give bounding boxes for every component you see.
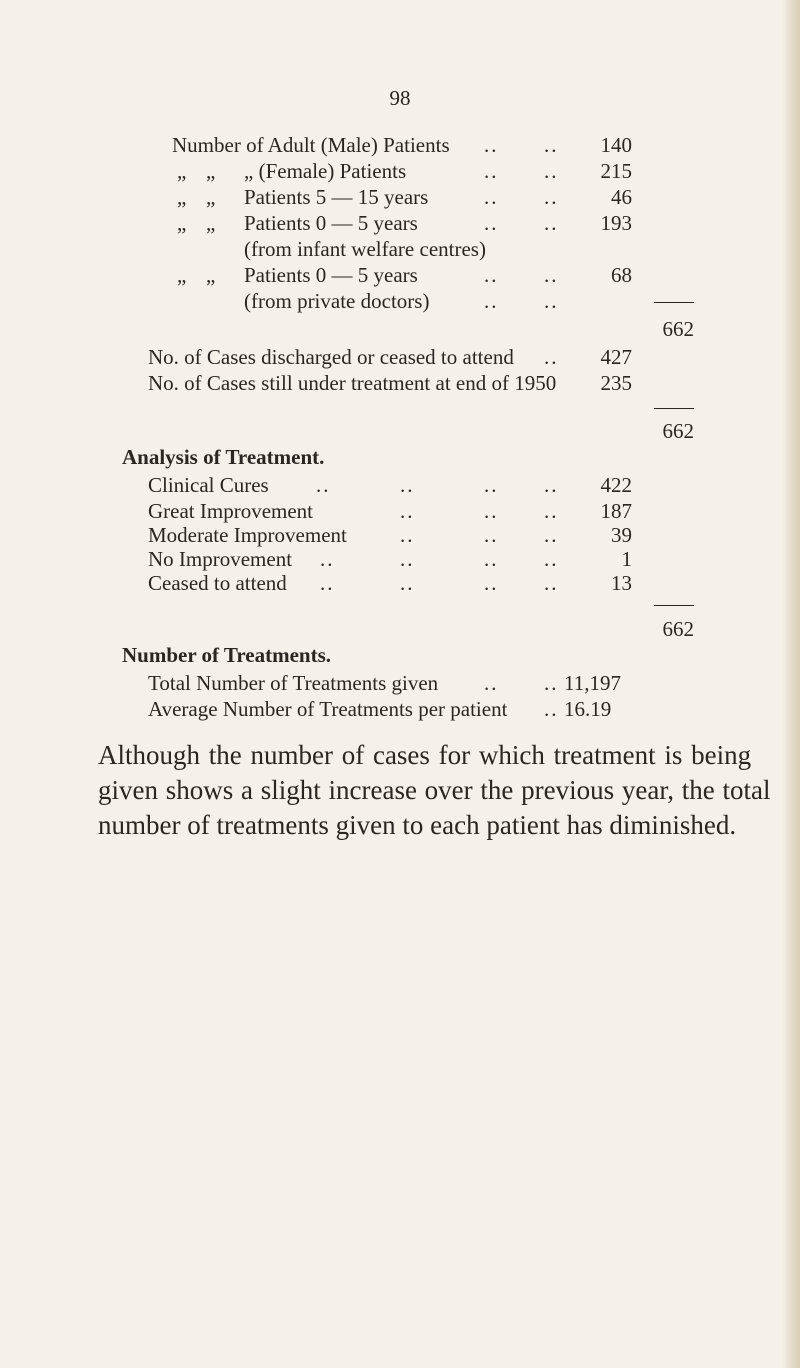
treatments-value-total: 11,197 [564,671,621,695]
cases-value-under-treatment: 235 [600,371,632,395]
ditto-mark: „ [206,211,216,235]
leader-dots: .. [544,671,559,695]
leader-dots: .. [544,263,559,287]
cases-value-discharged: 427 [600,345,632,369]
leader-dots: .. [316,473,331,497]
total-rule [654,408,694,409]
analysis-label: Clinical Cures [148,473,269,497]
patients-value-female: 215 [600,159,632,183]
analysis-value: 1 [621,547,632,571]
cases-label-under-treatment: No. of Cases still under treatment at end of 1950 [148,371,557,395]
leader-dots: .. [400,523,415,547]
total-rule [654,605,694,606]
ditto-mark: „ [177,211,187,235]
treatments-label-average: Average Number of Treatments per patient [148,697,508,721]
patients-value-5-15: 46 [611,185,632,209]
leader-dots: .. [544,159,559,183]
patients-label-0-5-infant: Patients 0 — 5 years [244,211,418,235]
paragraph-line: number of treatments given to each patient has diminished. [98,810,737,840]
patients-label-5-15: Patients 5 — 15 years [244,185,429,209]
analysis-heading: Analysis of Treatment. [122,445,325,469]
paragraph-line: Although the number of cases for which treatment is being [98,740,752,770]
treatments-label-total: Total Number of Treatments given [148,671,439,695]
leader-dots: .. [484,499,499,523]
leader-dots: .. [544,473,559,497]
leader-dots: .. [484,671,499,695]
patients-value-male: 140 [600,133,632,157]
patients-value-0-5-infant: 193 [600,211,632,235]
leader-dots: .. [544,523,559,547]
total-rule [654,302,694,303]
leader-dots: .. [484,523,499,547]
patients-label-male: Number of Adult (Male) Patients [172,133,450,157]
treatments-value-average: 16.19 [564,697,612,721]
leader-dots: .. [544,211,559,235]
leader-dots: .. [484,571,499,595]
leader-dots: .. [320,547,335,571]
patients-sublabel-infant: (from infant welfare centres) [244,237,486,261]
leader-dots: .. [484,133,499,157]
leader-dots: .. [544,547,559,571]
cases-label-discharged: No. of Cases discharged or ceased to attend [148,345,514,369]
analysis-label: No Improvement [148,547,293,571]
page-number: 98 [389,86,411,110]
leader-dots: .. [544,289,559,313]
paragraph-line: given shows a slight increase over the previous year, the total [98,775,771,805]
leader-dots: .. [484,289,499,313]
page-edge-shadow [782,0,800,1368]
patients-value-0-5-private: 68 [611,263,632,287]
leader-dots: .. [320,571,335,595]
analysis-value: 13 [611,571,632,595]
ditto-mark: „ [206,263,216,287]
leader-dots: .. [484,473,499,497]
analysis-value: 39 [611,523,632,547]
cases-total: 662 [662,419,694,443]
ditto-mark: „ [206,185,216,209]
analysis-label: Ceased to attend [148,571,287,595]
analysis-label: Great Improvement [148,499,314,523]
leader-dots: .. [544,697,559,721]
patients-total: 662 [662,317,694,341]
leader-dots: .. [484,263,499,287]
leader-dots: .. [544,185,559,209]
analysis-label: Moderate Improvement [148,523,347,547]
ditto-mark: „ [177,159,187,183]
ditto-mark: „ [177,185,187,209]
leader-dots: .. [544,133,559,157]
leader-dots: .. [400,499,415,523]
patients-label-0-5-private: Patients 0 — 5 years [244,263,418,287]
patients-label-female: „ (Female) Patients [244,159,407,183]
analysis-value: 422 [600,473,632,497]
leader-dots: .. [400,473,415,497]
leader-dots: .. [484,159,499,183]
ditto-mark: „ [177,263,187,287]
analysis-value: 187 [600,499,632,523]
analysis-total: 662 [662,617,694,641]
body-paragraph [98,738,771,843]
leader-dots: .. [544,345,559,369]
treatments-heading: Number of Treatments. [122,643,332,667]
patients-sublabel-private: (from private doctors) [244,289,430,313]
leader-dots: .. [400,547,415,571]
leader-dots: .. [544,571,559,595]
leader-dots: .. [484,185,499,209]
leader-dots: .. [484,547,499,571]
leader-dots: .. [544,499,559,523]
ditto-mark: „ [206,159,216,183]
leader-dots: .. [400,571,415,595]
leader-dots: .. [484,211,499,235]
